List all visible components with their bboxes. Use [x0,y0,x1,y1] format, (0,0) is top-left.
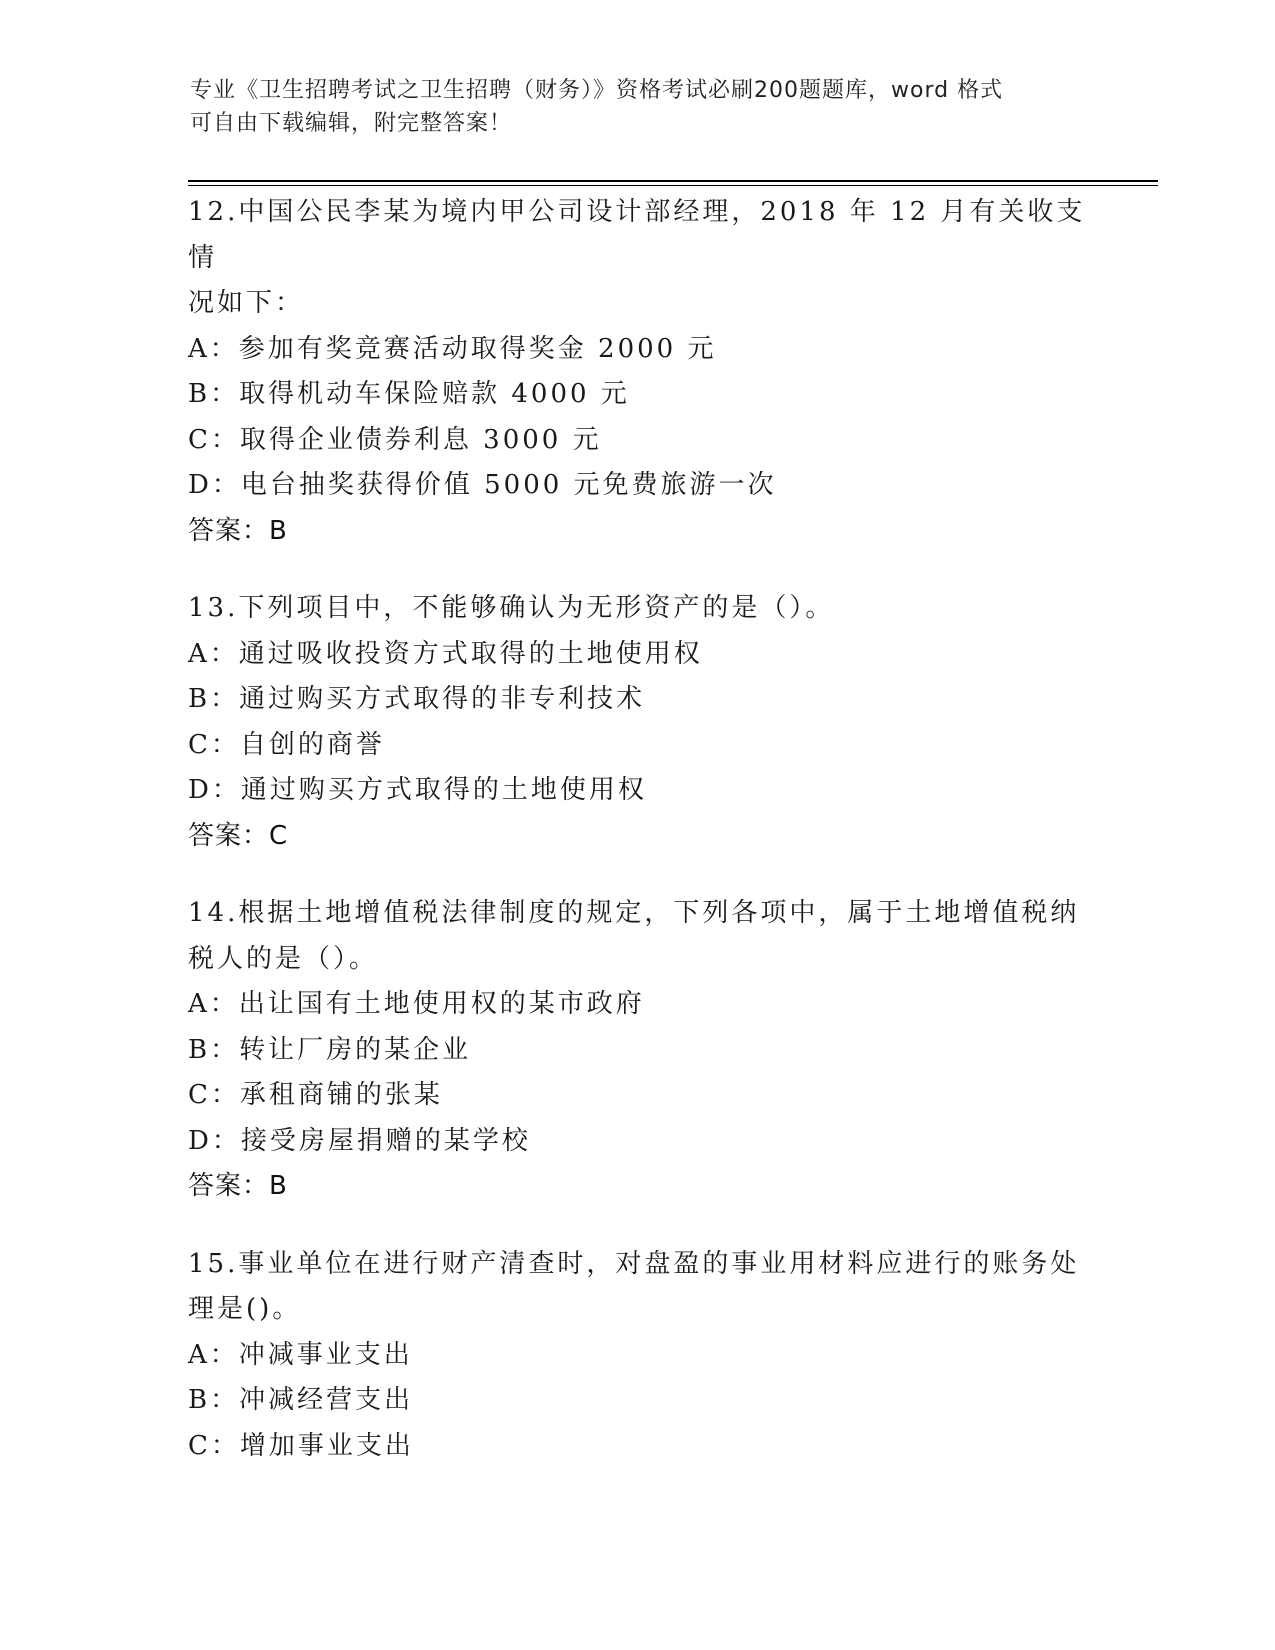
answer-option: C：承租商铺的张某 [188,1080,443,1110]
question-stem: 15.事业单位在进行财产清查时，对盘盈的事业用材料应进行的账务处 [188,1248,1080,1279]
answer-option: B：通过购买方式取得的非专利技术 [188,684,646,714]
answer-option: B：转让厂房的某企业 [188,1034,472,1065]
answer-option: D：电台抽奖获得价值 5000 元免费旅游一次 [188,470,777,500]
header-divider-thin [188,185,1158,186]
answer-option: C：自创的商誉 [188,729,385,760]
question-block [188,586,1088,859]
question-stem: 况如下： [188,288,305,318]
question-stem: 13.下列项目中，不能够确认为无形资产的是（）。 [188,593,835,623]
answer-key: 答案：B [188,515,288,546]
answer-option: C：增加事业支出 [188,1430,414,1461]
answer-option: C：取得企业债券利息 3000 元 [188,424,602,455]
document-header [190,74,1090,140]
answer-option: B：冲减经营支出 [188,1385,414,1415]
question-stem: 税人的是（）。 [188,943,379,974]
answer-option: A：出让国有土地使用权的某市政府 [188,989,645,1019]
answer-option: B：取得机动车保险赔款 4000 元 [188,379,630,409]
answer-key: 答案：B [188,1171,288,1201]
header-divider-thick [188,180,1158,182]
answer-option: A：通过吸收投资方式取得的土地使用权 [188,638,703,669]
question-stem: 14.根据土地增值税法律制度的规定，下列各项中，属于土地增值税纳 [188,898,1080,928]
answer-option: D：通过购买方式取得的土地使用权 [188,775,647,805]
question-list [188,190,1088,1501]
question-block [188,1242,1088,1470]
header-line-1: 专业《卫生招聘考试之卫生招聘（财务）》资格考试必刷200题题库，word 格式 [190,78,1004,103]
answer-option: A：参加有奖竞赛活动取得奖金 2000 元 [188,333,717,364]
answer-option: A：冲减事业支出 [188,1339,413,1370]
question-stem: 理是()。 [188,1294,302,1324]
answer-option: D：接受房屋捐赠的某学校 [188,1125,531,1156]
question-block [188,891,1088,1210]
question-stem: 12.中国公民李某为境内甲公司设计部经理，2018 年 12 月有关收支情 [188,197,1086,273]
answer-key: 答案：C [188,820,289,851]
question-block [188,190,1088,554]
header-line-2: 可自由下载编辑，附完整答案！ [190,111,513,136]
